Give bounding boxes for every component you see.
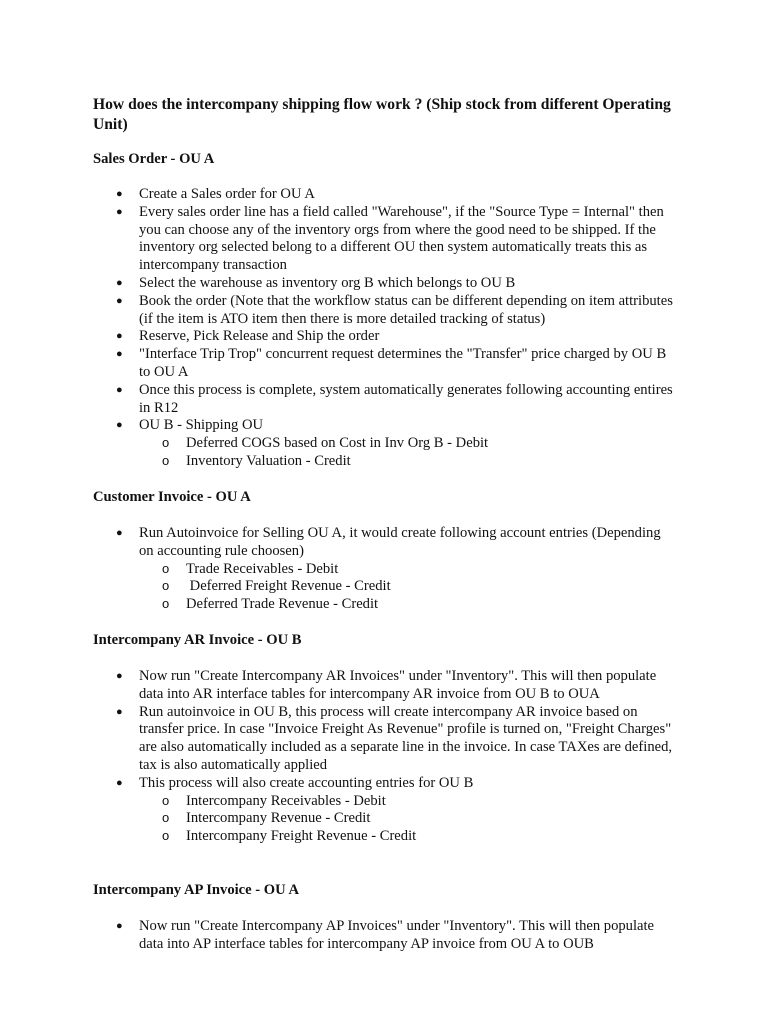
bullet-icon: ●: [116, 527, 123, 539]
sub-bullet-icon: o: [162, 578, 170, 594]
bullet-icon: ●: [116, 705, 123, 718]
list-item: ● Create a Sales order for OU A: [116, 186, 315, 202]
bullet-icon: ●: [116, 276, 123, 289]
sub-bullet-icon: o: [162, 810, 170, 826]
sub-list-item: o Deferred COGS based on Cost in Inv Org B - Debit: [162, 435, 489, 452]
list-item: ● Book the order (Note that the workflow status can be different depending on item attributes (if the item is ATO item then there is more detailed tracking of status): [116, 292, 673, 327]
list-item: ● OU B - Shipping OU o Deferred COGS based on Cost in Inv Org B - Debit o Inventory Valuation - Credit: [0, 417, 674, 470]
list-item: ● Every sales order line has a field called "Warehouse", if the "Source Type = Internal" then you can choose any of the inventory orgs from where the good need to be shipped. If the inventory org selected belong to a different OU then system automatically treats this as intercompany transaction: [116, 203, 664, 274]
bullet-icon: ●: [116, 920, 123, 932]
list-item: ● Reserve, Pick Release and Ship the order: [116, 328, 380, 345]
sub-list-item: o Deferred Freight Revenue - Credit: [162, 578, 391, 595]
list-item: ● Run Autoinvoice for Selling OU A, it would create following account entries (Depending on accounting rule choosen) o Trade Receivables - Debit o Deferred Freight Revenue - Credit o Deferred Trade Revenue - Credit: [0, 525, 674, 614]
list-item: ● Once this process is complete, system automatically generates following accounting entires in R12: [116, 381, 673, 416]
customer-invoice-list: [0, 525, 674, 614]
sales-order-list: [0, 186, 674, 471]
sub-bullet-icon: o: [162, 596, 170, 612]
list-item: ● "Interface Trip Trop" concurrent request determines the "Transfer" price charged by OU B to OU A: [116, 346, 667, 380]
sub-list-item: o Deferred Trade Revenue - Credit: [162, 596, 379, 613]
list-item: ● Now run "Create Intercompany AR Invoices" under "Inventory". This will then populate data into AR interface tables for intercompany AR invoice from OU B to OUA: [116, 668, 657, 702]
list-item: ● Select the warehouse as inventory org B which belongs to OU B: [116, 274, 516, 291]
sub-list: [139, 561, 674, 614]
sub-bullet-icon: o: [162, 792, 170, 808]
bullet-icon: ●: [116, 419, 123, 432]
intercompany-ap-list: [0, 918, 674, 954]
bullet-icon: ●: [116, 348, 123, 361]
intercompany-ar-list: [0, 668, 674, 846]
page-title: How does the intercompany shipping flow work ? (Ship stock from different Operating Unit): [93, 96, 671, 133]
bullet-icon: ●: [116, 383, 123, 396]
section-heading-sales-order: Sales Order - OU A: [93, 151, 215, 167]
bullet-icon: ●: [116, 330, 123, 343]
list-item: ● This process will also create accounting entries for OU B o Intercompany Receivables - Debit o Intercompany Revenue - Credit o Intercompany Freight Revenue - Credit: [0, 775, 674, 846]
sub-bullet-icon: o: [162, 560, 170, 576]
bullet-icon: ●: [116, 205, 123, 218]
sub-list-item: o Intercompany Freight Revenue - Credit: [162, 828, 417, 845]
list-item: ● Run autoinvoice in OU B, this process will create intercompany AR invoice based on transfer price. In case "Invoice Freight As Revenue" profile is turned on, "Freight Charges" are also automatically included as a separate line in the invoice. In case TAXes are defined, tax is also automatically applied: [116, 703, 673, 773]
section-heading-intercompany-ar-invoice: Intercompany AR Invoice - OU B: [93, 632, 302, 648]
bullet-icon: ●: [116, 188, 123, 200]
sub-list-item: o Inventory Valuation - Credit: [162, 452, 351, 469]
list-item: ● Now run "Create Intercompany AP Invoices" under "Inventory". This will then populate data into AP interface tables for intercompany AP invoice from OU A to OUB: [116, 918, 655, 952]
sub-bullet-icon: o: [162, 452, 170, 468]
section-heading-customer-invoice: Customer Invoice - OU A: [93, 489, 251, 505]
sub-list: [139, 793, 674, 846]
section-heading-intercompany-ap-invoice: Intercompany AP Invoice - OU A: [93, 882, 300, 898]
sub-list: [139, 435, 674, 471]
bullet-icon: ●: [116, 670, 123, 682]
bullet-icon: ●: [116, 294, 123, 307]
sub-list-item: o Intercompany Revenue - Credit: [162, 810, 371, 827]
bullet-icon: ●: [116, 776, 123, 789]
sub-bullet-icon: o: [162, 828, 170, 844]
sub-bullet-icon: o: [162, 435, 170, 451]
sub-list-item: o Intercompany Receivables - Debit: [162, 792, 386, 809]
sub-list-item: o Trade Receivables - Debit: [162, 560, 339, 577]
